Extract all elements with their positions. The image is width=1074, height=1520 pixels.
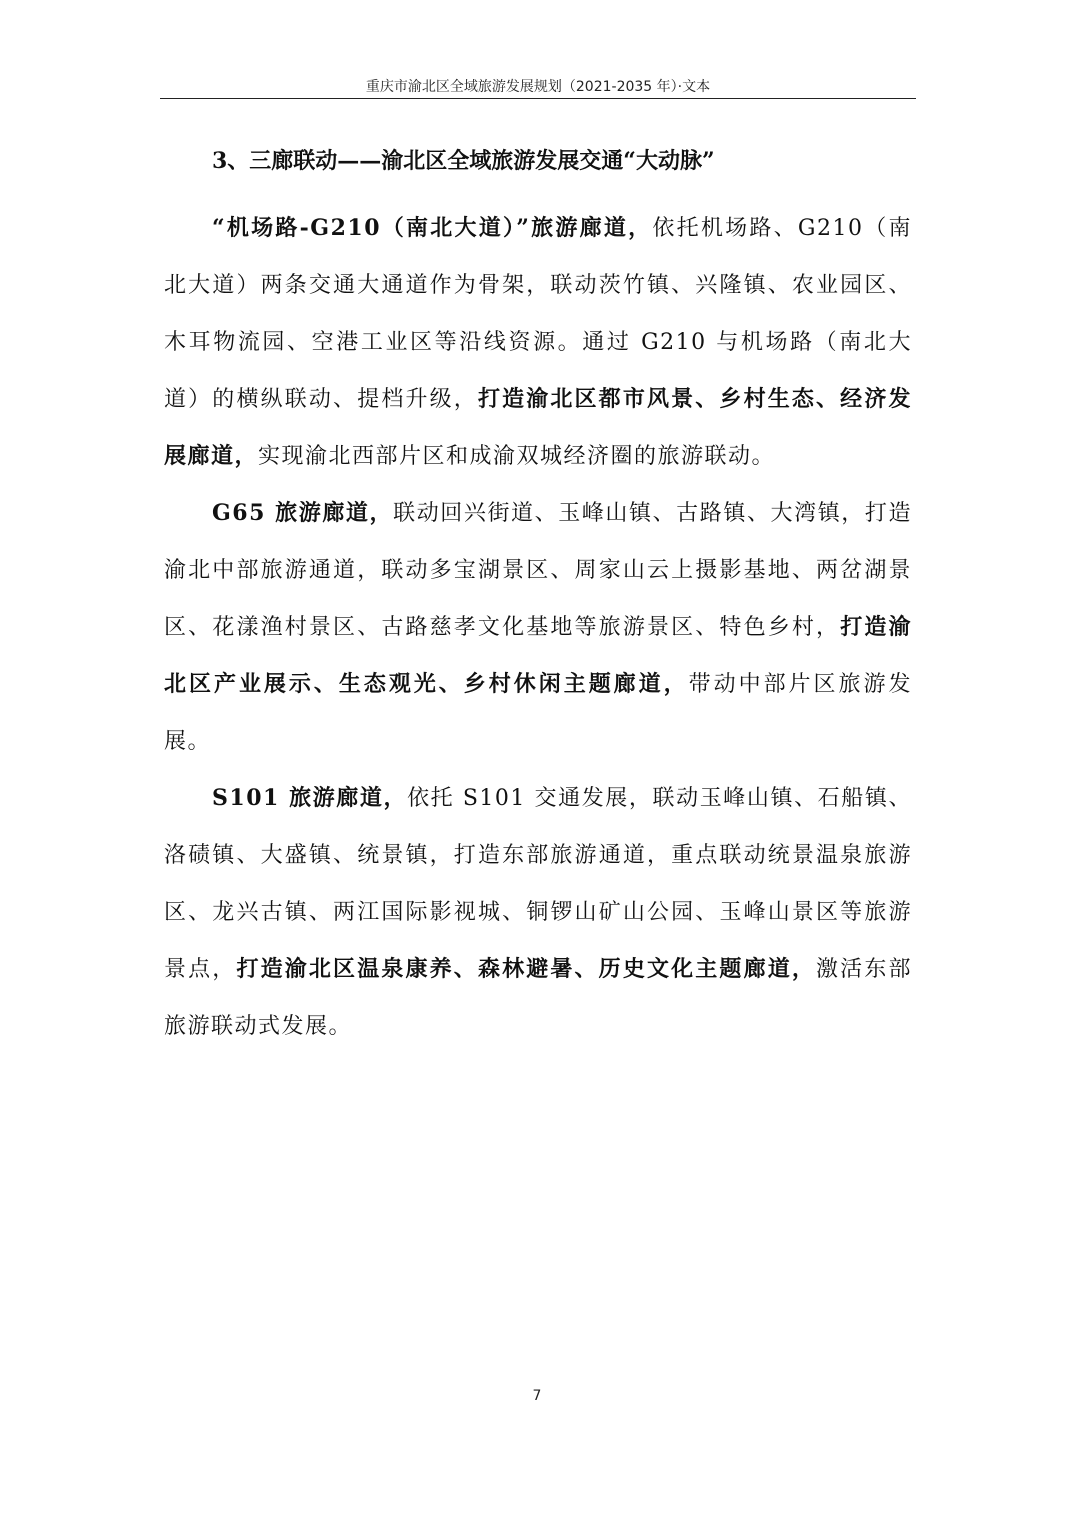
paragraph-g65-corridor: [164, 485, 912, 770]
document-title: 重庆市渝北区全域旅游发展规划（2021-2035 年）·文本: [365, 79, 711, 95]
paragraph-s101-corridor: [164, 770, 912, 1055]
paragraph-bold-highlight: 打造渝北区产业展示、生态观光、乡村休闲主题廊道，: [164, 614, 912, 697]
paragraph-text: 实现渝北西部片区和成渝双城经济圈的旅游联动。: [258, 444, 776, 469]
paragraph-text: 激活东部旅游联动式发展。: [164, 957, 912, 1039]
document-body: [164, 138, 912, 1055]
paragraph-text: 依托机场路、G210（南北大道）两条交通大通道作为骨架，联动茨竹镇、兴隆镇、农业园区、木耳物流园、空港工业区等沿线资源。通过 G210 与机场路（南北大道）的横纵联动、提档升级，: [164, 216, 912, 412]
paragraph-text: 依托 S101 交通发展，联动玉峰山镇、石船镇、洛碛镇、大盛镇、统景镇，打造东部旅游通道，重点联动统景温泉旅游区、龙兴古镇、两江国际影视城、铜锣山矿山公园、玉峰山景区等旅游景点，: [164, 786, 912, 982]
paragraph-airport-g210-corridor: [164, 200, 912, 485]
paragraph-text: 联动回兴街道、玉峰山镇、古路镇、大湾镇，打造渝北中部旅游通道，联动多宝湖景区、周家山云上摄影基地、两岔湖景区、花漾渔村景区、古路慈孝文化基地等旅游景区、特色乡村，: [164, 501, 912, 640]
paragraph-bold-highlight: 打造渝北区温泉康养、森林避暑、历史文化主题廊道，: [236, 956, 817, 982]
paragraph-bold-lead: G65 旅游廊道，: [212, 500, 394, 526]
paragraph-bold-lead: S101 旅游廊道，: [212, 785, 408, 811]
page-number: 7: [532, 1388, 542, 1404]
paragraph-bold-highlight: 打造渝北区都市风景、乡村生态、经济发展廊道，: [164, 386, 912, 469]
paragraph-text: 带动中部片区旅游发展。: [164, 672, 912, 754]
section-heading: 3、三廊联动——渝北区全域旅游发展交通“大动脉”: [212, 148, 715, 174]
paragraph-bold-lead: “机场路-G210（南北大道）”旅游廊道，: [212, 215, 653, 241]
page-header: [160, 74, 916, 99]
